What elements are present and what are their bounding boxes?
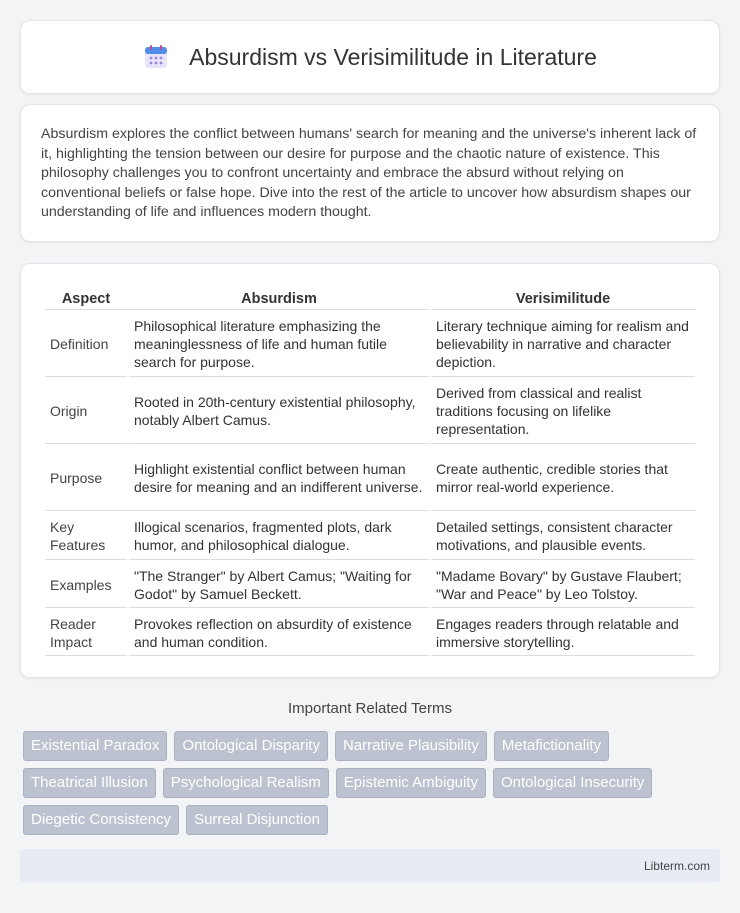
related-terms-title: Important Related Terms — [288, 700, 452, 717]
related-term-tag[interactable]: Theatrical Illusion — [23, 768, 156, 798]
comparison-table — [43, 286, 697, 658]
verisimilitude-cell: Engages readers through relatable and immersive storytelling. — [431, 610, 695, 656]
comparison-card — [20, 263, 720, 678]
verisimilitude-cell: Detailed settings, consistent character motivations, and plausible events. — [431, 513, 695, 560]
aspect-cell: Purpose — [45, 446, 127, 511]
related-term-tag[interactable]: Ontological Insecurity — [493, 768, 652, 798]
table-header-row — [45, 288, 695, 310]
related-term-tag[interactable]: Diegetic Consistency — [23, 805, 179, 835]
related-term-tag[interactable]: Epistemic Ambiguity — [336, 768, 486, 798]
related-terms-list — [23, 731, 723, 842]
header-absurdism: Absurdism — [129, 288, 429, 310]
footer — [20, 849, 720, 882]
absurdism-cell: "The Stranger" by Albert Camus; "Waiting for Godot" by Samuel Beckett. — [129, 562, 429, 608]
related-term-tag[interactable]: Narrative Plausibility — [335, 731, 487, 761]
absurdism-cell: Provokes reflection on absurdity of existence and human condition. — [129, 610, 429, 656]
aspect-cell: Origin — [45, 379, 127, 444]
table-row — [45, 562, 695, 608]
verisimilitude-cell: Create authentic, credible stories that mirror real-world experience. — [431, 446, 695, 511]
aspect-cell: Key Features — [45, 513, 127, 560]
table-row — [45, 610, 695, 656]
intro-card — [20, 104, 720, 242]
absurdism-cell: Illogical scenarios, fragmented plots, dark humor, and philosophical dialogue. — [129, 513, 429, 560]
absurdism-cell: Rooted in 20th-century existential philosophy, notably Albert Camus. — [129, 379, 429, 444]
verisimilitude-cell: "Madame Bovary" by Gustave Flaubert; "War and Peace" by Leo Tolstoy. — [431, 562, 695, 608]
related-term-tag[interactable]: Metafictionality — [494, 731, 609, 761]
related-term-tag[interactable]: Psychological Realism — [163, 768, 329, 798]
absurdism-cell: Philosophical literature emphasizing the meaninglessness of life and human futile search for purpose. — [129, 312, 429, 377]
header-card — [20, 20, 720, 94]
table-row — [45, 312, 695, 377]
aspect-cell: Reader Impact — [45, 610, 127, 656]
related-term-tag[interactable]: Ontological Disparity — [174, 731, 328, 761]
table-row — [45, 446, 695, 511]
aspect-cell: Definition — [45, 312, 127, 377]
aspect-cell: Examples — [45, 562, 127, 608]
page-title: Absurdism vs Verisimilitude in Literature — [189, 43, 597, 70]
table-row — [45, 513, 695, 560]
header-verisimilitude: Verisimilitude — [431, 288, 695, 310]
footer-site-link[interactable]: Libterm.com — [643, 859, 710, 873]
header-aspect: Aspect — [45, 288, 127, 310]
verisimilitude-cell: Derived from classical and realist traditions focusing on lifelike representation. — [431, 379, 695, 444]
table-row — [45, 379, 695, 444]
intro-text: Absurdism explores the conflict between humans' search for meaning and the universe's inherent lack of it, highlighting the tension between our desire for purpose and the chaotic nature of existence. This philosophy challenges you to confront uncertainty and embrace the absurd without relying on conventional beliefs or false hope. Dive into the rest of the article to uncover how absurdism shapes our understanding of life and influences modern thought. — [41, 126, 697, 221]
calendar-icon — [143, 44, 169, 70]
absurdism-cell: Highlight existential conflict between human desire for meaning and an indifferent universe. — [129, 446, 429, 511]
related-term-tag[interactable]: Existential Paradox — [23, 731, 167, 761]
related-term-tag[interactable]: Surreal Disjunction — [186, 805, 328, 835]
verisimilitude-cell: Literary technique aiming for realism and believability in narrative and character depiction. — [431, 312, 695, 377]
